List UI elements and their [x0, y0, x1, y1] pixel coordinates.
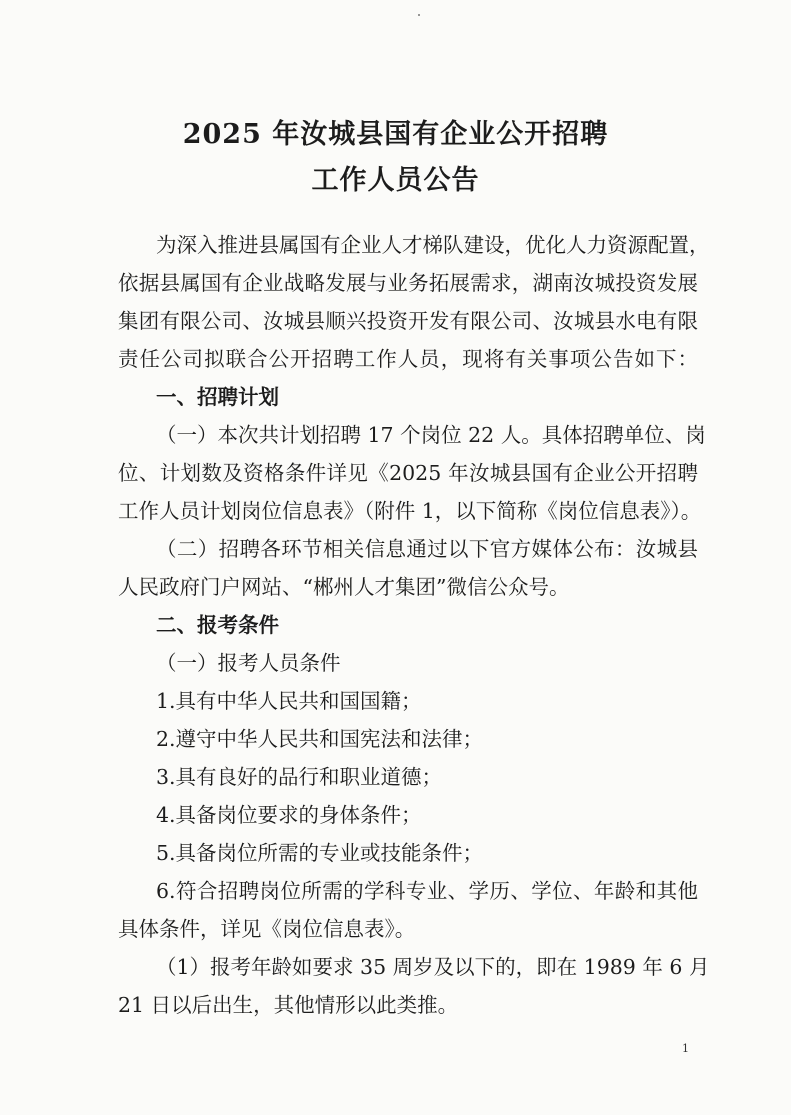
paragraph-line: 为深入推进县属国有企业人才梯队建设，优化人力资源配置， — [156, 233, 710, 257]
subsection-heading: （一）报考人员条件 — [156, 651, 341, 675]
paragraph-line: 具体条件，详见《岗位信息表》。 — [118, 917, 416, 941]
paragraph-line: 21 日以后出生，其他情形以此类推。 — [118, 993, 459, 1017]
paragraph-line: （二）招聘各环节相关信息通过以下官方媒体公布：汝城县 — [156, 537, 698, 561]
section-heading-application-conditions: 二、报考条件 — [156, 613, 279, 637]
paragraph-line: 集团有限公司、汝城县顺兴投资开发有限公司、汝城县水电有限 — [118, 309, 698, 333]
scan-speck — [418, 14, 420, 16]
paragraph-line: （1）报考年龄如要求 35 周岁及以下的，即在 1989 年 6 月 — [156, 955, 710, 979]
condition-item: 1.具有中华人民共和国国籍； — [156, 689, 422, 713]
paragraph-line: 依据县属国有企业战略发展与业务拓展需求，湖南汝城投资发展 — [118, 271, 698, 295]
condition-item: 3.具有良好的品行和职业道德； — [156, 765, 443, 789]
condition-item: 5.具备岗位所需的专业或技能条件； — [156, 841, 484, 865]
document-title-line-1: 2025 年汝城县国有企业公开招聘 — [182, 119, 609, 150]
condition-item: 4.具备岗位要求的身体条件； — [156, 803, 422, 827]
section-heading-recruitment-plan: 一、招聘计划 — [156, 385, 279, 409]
paragraph-line: 责任公司拟联合公开招聘工作人员，现将有关事项公告如下： — [118, 347, 698, 371]
paragraph-line: 位、计划数及资格条件详见《2025 年汝城县国有企业公开招聘 — [118, 461, 698, 485]
page-number: 1 — [682, 1042, 689, 1055]
paragraph-line: 工作人员计划岗位信息表》（附件 1，以下简称《岗位信息表》）。 — [118, 499, 702, 523]
condition-item: 2.遵守中华人民共和国宪法和法律； — [156, 727, 484, 751]
paragraph-line: 人民政府门户网站、“郴州人才集团”微信公众号。 — [118, 575, 570, 599]
paragraph-line: （一）本次共计划招聘 17 个岗位 22 人。具体招聘单位、岗 — [156, 423, 706, 447]
condition-item: 6.符合招聘岗位所需的学科专业、学历、学位、年龄和其他 — [156, 879, 698, 903]
document-title-line-2: 工作人员公告 — [311, 165, 480, 196]
